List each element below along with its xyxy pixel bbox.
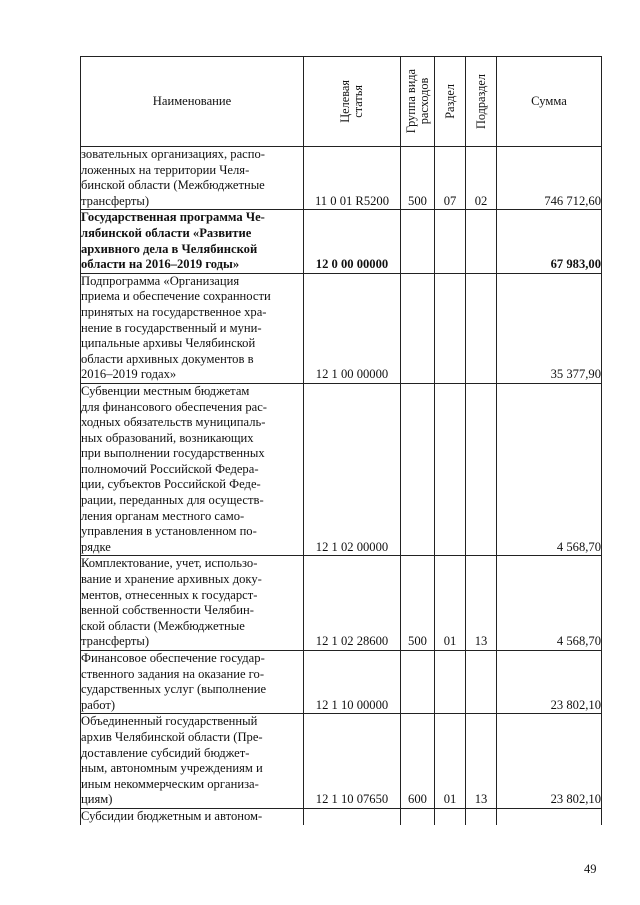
- header-target-article: Целевая статья: [304, 57, 401, 147]
- row-name-line: при выполнении государственных: [81, 446, 265, 461]
- row-name: [81, 714, 304, 809]
- row-name-line: ской области (Межбюджетные: [81, 618, 245, 633]
- row-name: [81, 210, 304, 273]
- row-target-article: [304, 808, 401, 824]
- row-sum: 4 568,70: [497, 383, 602, 556]
- row-sum: 67 983,00: [497, 210, 602, 273]
- row-name-line: 2016–2019 годах»: [81, 367, 177, 382]
- row-sum: [497, 808, 602, 824]
- row-name-line: области на 2016–2019 годы»: [81, 257, 240, 272]
- row-subsection: [466, 651, 497, 714]
- row-target-article: 12 1 02 00000: [304, 383, 401, 556]
- row-name-line: лябинской области «Развитие: [81, 225, 252, 240]
- row-name-line: работ): [81, 697, 116, 712]
- row-name-line: ных образований, возникающих: [81, 430, 254, 445]
- budget-table: [80, 56, 602, 825]
- row-target-article: 12 1 02 28600: [304, 556, 401, 651]
- row-name-line: для финансового обеспечения рас-: [81, 399, 268, 414]
- table-row: [81, 147, 602, 210]
- row-sum: 23 802,10: [497, 651, 602, 714]
- row-subsection: 13: [466, 714, 497, 809]
- row-subsection: [466, 210, 497, 273]
- row-name-line: Объединенный государственный: [81, 714, 258, 729]
- row-target-article: 12 0 00 00000: [304, 210, 401, 273]
- header-sum: Сумма: [497, 57, 602, 147]
- row-name-line: ходных обязательств муниципаль-: [81, 415, 266, 430]
- table-row: [81, 383, 602, 556]
- row-name-line: Субвенции местным бюджетам: [81, 383, 250, 398]
- row-sum: 35 377,90: [497, 273, 602, 383]
- row-sum: 4 568,70: [497, 556, 602, 651]
- row-name: [81, 556, 304, 651]
- row-name-line: сударственных услуг (выполнение: [81, 682, 267, 697]
- row-name: [81, 147, 304, 210]
- row-subsection: [466, 383, 497, 556]
- row-section: [435, 808, 466, 824]
- row-expense-group: [401, 383, 435, 556]
- row-name-line: доставление субсидий бюджет-: [81, 745, 250, 760]
- row-name-line: вание и хранение архивных доку-: [81, 572, 262, 587]
- table-row: [81, 210, 602, 273]
- row-name-line: ложенных на территории Челя-: [81, 162, 250, 177]
- row-name-line: ственного задания на оказание го-: [81, 666, 265, 681]
- row-expense-group: [401, 651, 435, 714]
- row-expense-group: [401, 210, 435, 273]
- row-name-line: трансферты): [81, 193, 150, 208]
- table-row: [81, 651, 602, 714]
- row-expense-group: 600: [401, 714, 435, 809]
- row-name-line: рядке: [81, 539, 111, 554]
- row-name-line: области архивных документов в: [81, 351, 254, 366]
- row-section: 01: [435, 556, 466, 651]
- row-target-article: 12 1 10 07650: [304, 714, 401, 809]
- row-name-line: ципальные архивы Челябинской: [81, 336, 256, 351]
- table-row: [81, 808, 602, 824]
- row-name-line: архивного дела в Челябинской: [81, 241, 258, 256]
- row-subsection: 13: [466, 556, 497, 651]
- row-name-line: Комплектование, учет, использо-: [81, 556, 258, 571]
- row-sum: 23 802,10: [497, 714, 602, 809]
- row-name-line: бинской области (Межбюджетные: [81, 178, 265, 193]
- row-name-line: Финансовое обеспечение государ-: [81, 651, 265, 665]
- row-section: 01: [435, 714, 466, 809]
- table-row: [81, 273, 602, 383]
- header-name: Наименование: [81, 57, 304, 147]
- row-section: [435, 210, 466, 273]
- row-name-line: нение в государственный и муни-: [81, 320, 262, 335]
- row-expense-group: [401, 808, 435, 824]
- header-subsection: Подраздел: [466, 57, 497, 147]
- row-section: 07: [435, 147, 466, 210]
- row-name-line: ции, субъектов Российской Феде-: [81, 477, 261, 492]
- row-name-line: зовательных организациях, распо-: [81, 147, 265, 161]
- row-section: [435, 273, 466, 383]
- row-target-article: 11 0 01 R5200: [304, 147, 401, 210]
- row-name-line: циям): [81, 792, 113, 807]
- header-section: Раздел: [435, 57, 466, 147]
- row-name-line: приема и обеспечение сохранности: [81, 289, 271, 304]
- row-name: [81, 273, 304, 383]
- page-number: 49: [584, 862, 597, 876]
- row-name-line: трансферты): [81, 634, 150, 649]
- row-name-line: ментов, отнесенных к государст-: [81, 587, 258, 602]
- row-name-line: венной собственности Челябин-: [81, 603, 254, 618]
- row-name-line: Подпрограмма «Организация: [81, 273, 240, 288]
- table-row: [81, 556, 602, 651]
- table-row: [81, 714, 602, 809]
- row-section: [435, 383, 466, 556]
- row-expense-group: 500: [401, 556, 435, 651]
- row-name-line: иным некоммерческим организа-: [81, 776, 259, 791]
- header-expense-group: Группа вида расходов: [401, 57, 435, 147]
- row-expense-group: 500: [401, 147, 435, 210]
- row-section: [435, 651, 466, 714]
- row-name-line: полномочий Российской Федера-: [81, 461, 259, 476]
- row-name-line: Государственная программа Че-: [81, 210, 265, 225]
- row-name: [81, 383, 304, 556]
- row-target-article: 12 1 00 00000: [304, 273, 401, 383]
- table-header-row: [81, 57, 602, 147]
- row-sum: 746 712,60: [497, 147, 602, 210]
- row-subsection: [466, 808, 497, 824]
- row-subsection: [466, 273, 497, 383]
- row-name: [81, 651, 304, 714]
- row-name: [81, 808, 304, 824]
- row-name-line: ления органам местного само-: [81, 508, 245, 523]
- row-expense-group: [401, 273, 435, 383]
- row-name-line: рации, переданных для осуществ-: [81, 493, 264, 508]
- row-name-line: архив Челябинской области (Пре-: [81, 729, 263, 744]
- row-name-line: принятых на государственное хра-: [81, 304, 267, 319]
- row-target-article: 12 1 10 00000: [304, 651, 401, 714]
- row-name-line: ным, автономным учреждениям и: [81, 761, 263, 776]
- row-name-line: управления в установленном по-: [81, 524, 257, 539]
- row-name-line: Субсидии бюджетным и автоном-: [81, 808, 263, 823]
- table-body: [81, 147, 602, 825]
- row-subsection: 02: [466, 147, 497, 210]
